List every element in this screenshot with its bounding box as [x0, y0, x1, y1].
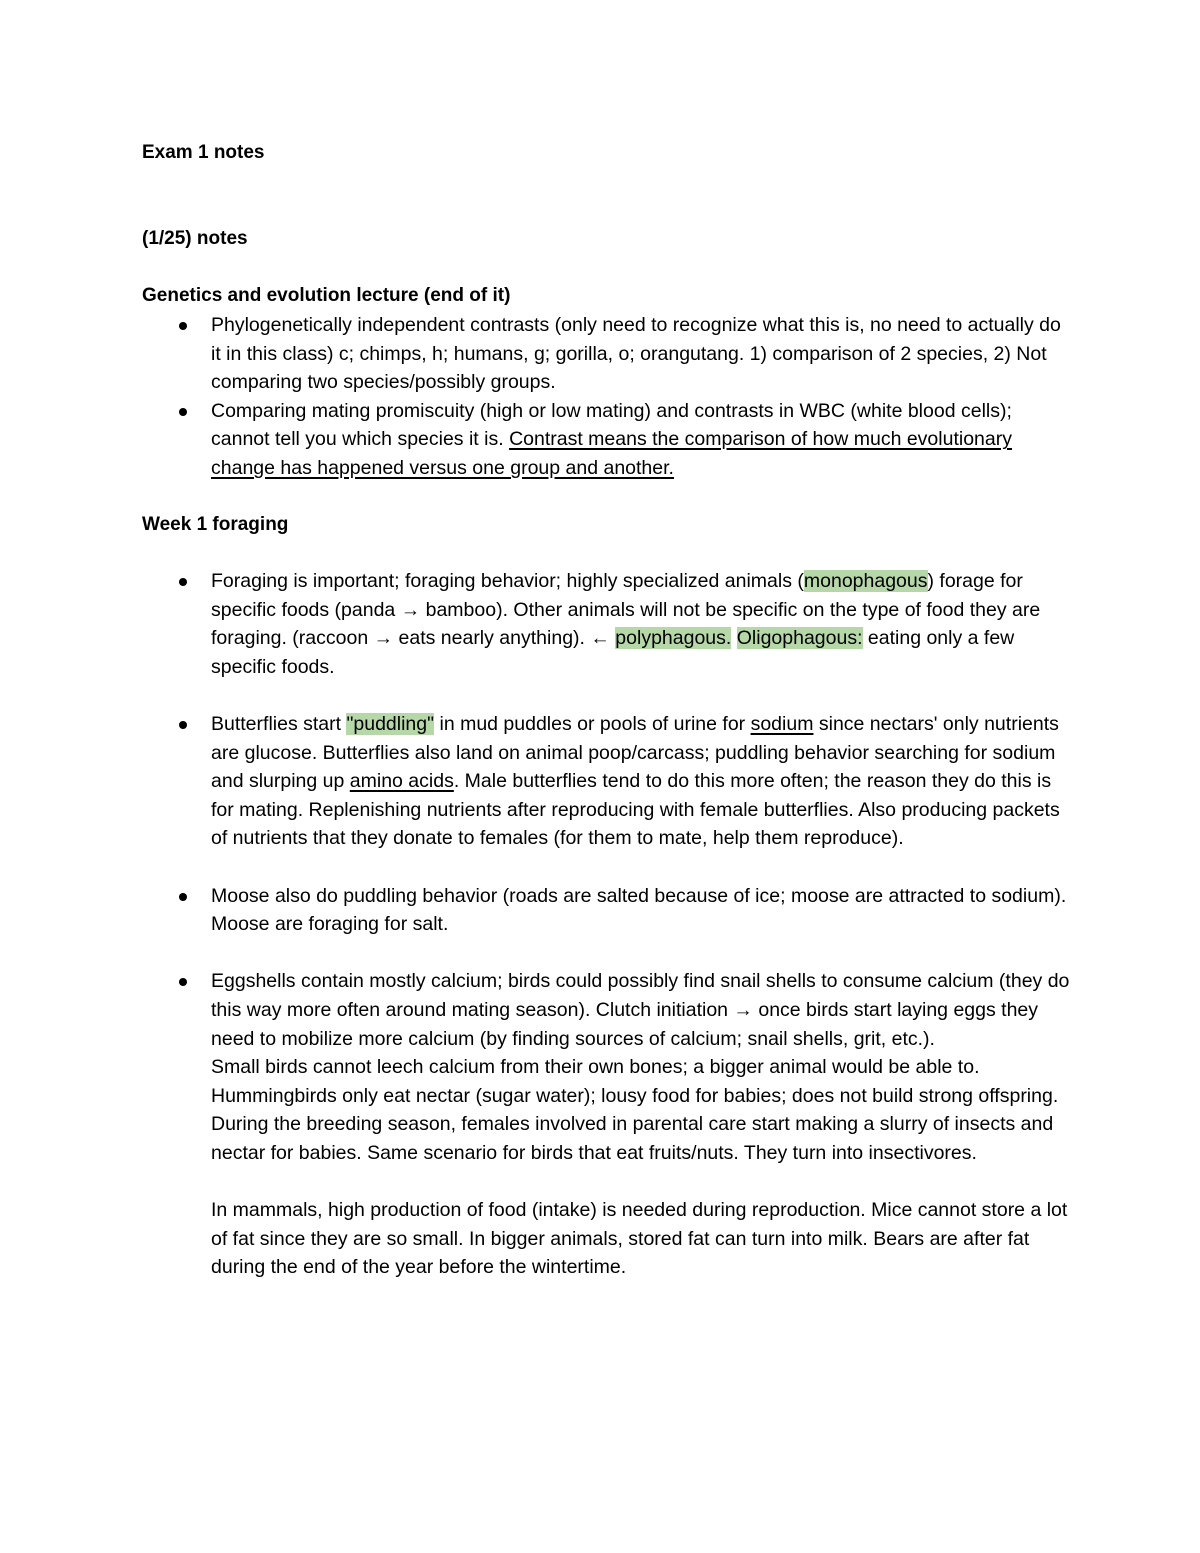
highlighted-term: monophagous [803, 570, 928, 592]
text-run: eating only a few specific foods. [211, 627, 1015, 678]
spacer [211, 939, 1071, 968]
highlighted-term: Oligophagous: [736, 627, 863, 650]
bullet-text: Comparing mating promiscuity (high or low mating) and contrasts in WBC (white blood cells); cannot tell you which species it is. [211, 399, 1012, 451]
list-item [211, 567, 1071, 681]
list-item [211, 397, 1071, 483]
list-item [211, 311, 1071, 397]
list-item [211, 710, 1071, 853]
paragraph: Small birds cannot leech calcium from their own bones; a bigger animal would be able to. Hummingbirds only eat nectar (sugar water); lousy food for babies; does not build strong offspring. During the breeding season, females involved in parental care start making a slurry of insects and nectar for babies. Same scenario for birds that eat fruits/nuts. They turn into insectivores. [211, 1056, 1059, 1164]
document-title: Exam 1 notes [142, 142, 265, 163]
date-heading: (1/25) notes [142, 228, 248, 249]
list-item [211, 967, 1071, 1282]
highlighted-term: "puddling" [346, 712, 435, 735]
spacer [211, 1167, 1071, 1196]
text-run: since nectars' only nutrients are glucose. Butterflies also land on animal poop/carcass; puddling behavior searching for sodium and slurping up [211, 712, 1059, 793]
text-run: Foraging is important; foraging behavior; highly specialized animals ( [211, 570, 804, 592]
underlined-term: sodium [750, 712, 814, 735]
foraging-bullet-list [211, 567, 1071, 1282]
bullet-text: Phylogenetically independent contrasts (only need to recognize what this is, no need to actually do it in this class) c; chimps, h; humans, g; gorilla, o; orangutang. 1) comparison of 2 species, 2) Not comparing two species/possibly groups. [211, 314, 1061, 394]
spacer [211, 681, 1071, 710]
text-run: Butterflies start [211, 712, 347, 735]
list-item [211, 882, 1071, 939]
bullet-icon [179, 978, 187, 986]
underlined-definition: Contrast means the comparison of how much evolutionary change has happened versus one group and another. [211, 428, 1012, 479]
bullet-icon [179, 893, 187, 901]
genetics-bullet-list [211, 311, 1071, 483]
bullet-icon [179, 721, 187, 729]
section-heading-genetics: Genetics and evolution lecture (end of it) [142, 285, 511, 306]
text-run: . Male butterflies tend to do this more often; the reason they do this is for mating. Replenishing nutrients after reproducing with female butterflies. Also producing packets of nutrients that they donate to females (for them to mate, help them reproduce). [211, 770, 1060, 850]
bullet-icon [179, 408, 187, 416]
bullet-text: Moose also do puddling behavior (roads are salted because of ice; moose are attracted to sodium). Moose are foraging for salt. [211, 884, 1067, 936]
underlined-term: amino acids [349, 770, 454, 793]
text-run: ) forage for specific foods (panda → bamboo). Other animals will not be specific on the type of food they are foraging. (raccoon → eats nearly anything). ← [211, 570, 1041, 650]
highlighted-term: polyphagous. [615, 627, 732, 650]
paragraph: Eggshells contain mostly calcium; birds could possibly find snail shells to consume calcium (they do this way more often around mating season). Clutch initiation → once birds start laying eggs they need to mobilize more calcium (by finding sources of calcium; snail shells, grit, etc.). [211, 970, 1070, 1050]
section-heading-foraging: Week 1 foraging [142, 514, 289, 535]
text-run: in mud puddles or pools of urine for [434, 712, 751, 735]
spacer [211, 853, 1071, 882]
paragraph: In mammals, high production of food (intake) is needed during reproduction. Mice cannot store a lot of fat since they are so small. In bigger animals, stored fat can turn into milk. Bears are after fat during the end of the year before the wintertime. [211, 1199, 1068, 1279]
text-run [731, 627, 736, 649]
bullet-icon [179, 322, 187, 330]
bullet-icon [179, 578, 187, 586]
